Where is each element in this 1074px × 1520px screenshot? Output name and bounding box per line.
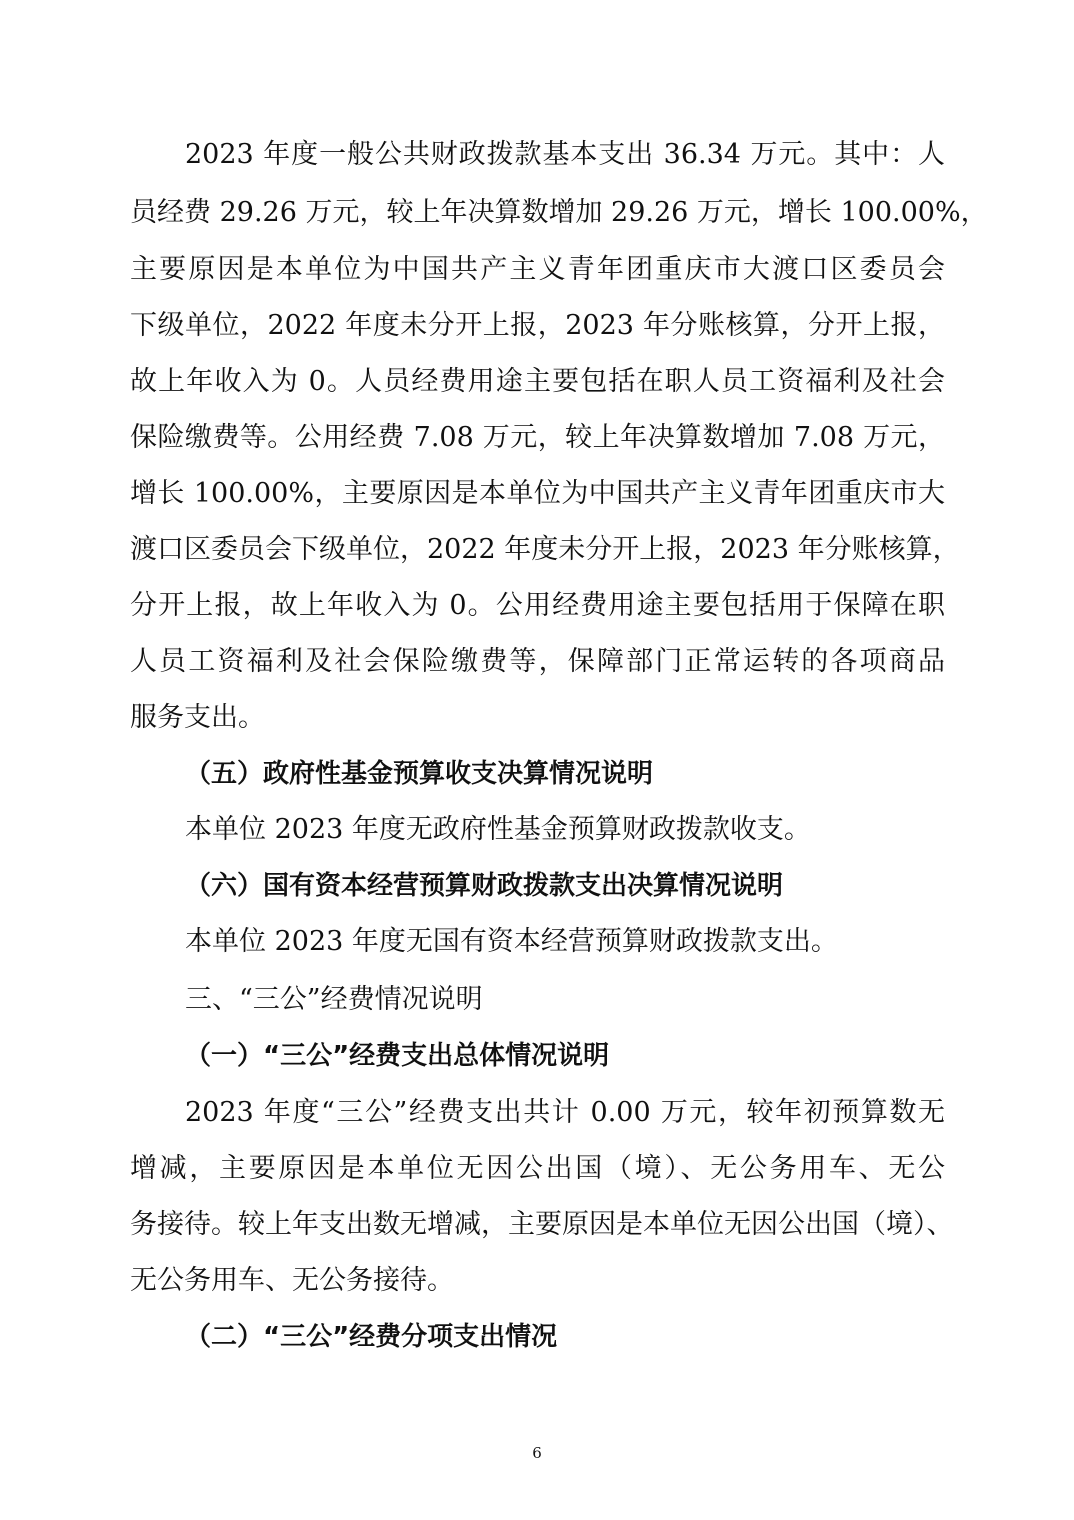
paragraph-line: 人员工资福利及社会保险缴费等，保障部门正常运转的各项商品 bbox=[130, 646, 945, 677]
paragraph-line: 务接待。较上年支出数无增减，主要原因是本单位无因公出国（境）、 bbox=[130, 1209, 954, 1240]
paragraph-line: 增减，主要原因是本单位无因公出国（境）、无公务用车、无公 bbox=[130, 1153, 945, 1184]
paragraph-line: 故上年收入为 0。人员经费用途主要包括在职人员工资福利及社会 bbox=[130, 366, 945, 397]
section-heading: （六）国有资本经营预算财政拨款支出决算情况说明 bbox=[185, 871, 784, 901]
paragraph-line: 增长 100.00%，主要原因是本单位为中国共产主义青年团重庆市大 bbox=[130, 478, 945, 509]
paragraph-line: 渡口区委员会下级单位，2022 年度未分开上报，2023 年分账核算， bbox=[130, 534, 960, 565]
paragraph-line: 服务支出。 bbox=[130, 702, 265, 733]
paragraph-line: 下级单位，2022 年度未分开上报，2023 年分账核算，分开上报， bbox=[130, 310, 945, 341]
paragraph-line: 保险缴费等。公用经费 7.08 万元，较上年决算数增加 7.08 万元， bbox=[130, 422, 945, 453]
paragraph-line: 无公务用车、无公务接待。 bbox=[130, 1265, 454, 1296]
section-heading: （一）“三公”经费支出总体情况说明 bbox=[185, 1041, 610, 1071]
section-heading: 三、“三公”经费情况说明 bbox=[185, 984, 483, 1015]
page-number: 6 bbox=[532, 1444, 542, 1462]
section-heading: （二）“三公”经费分项支出情况 bbox=[185, 1322, 558, 1352]
paragraph-line: 本单位 2023 年度无国有资本经营预算财政拨款支出。 bbox=[185, 926, 838, 957]
paragraph-line: 分开上报，故上年收入为 0。公用经费用途主要包括用于保障在职 bbox=[130, 590, 945, 621]
paragraph-line: 2023 年度“三公”经费支出共计 0.00 万元，较年初预算数无 bbox=[185, 1097, 945, 1128]
paragraph-line: 主要原因是本单位为中国共产主义青年团重庆市大渡口区委员会 bbox=[130, 254, 945, 285]
paragraph-line: 员经费 29.26 万元，较上年决算数增加 29.26 万元，增长 100.00%， bbox=[130, 197, 988, 228]
paragraph-line: 2023 年度一般公共财政拨款基本支出 36.34 万元。其中：人 bbox=[185, 139, 945, 170]
section-heading: （五）政府性基金预算收支决算情况说明 bbox=[185, 759, 654, 789]
paragraph-line: 本单位 2023 年度无政府性基金预算财政拨款收支。 bbox=[185, 814, 811, 845]
